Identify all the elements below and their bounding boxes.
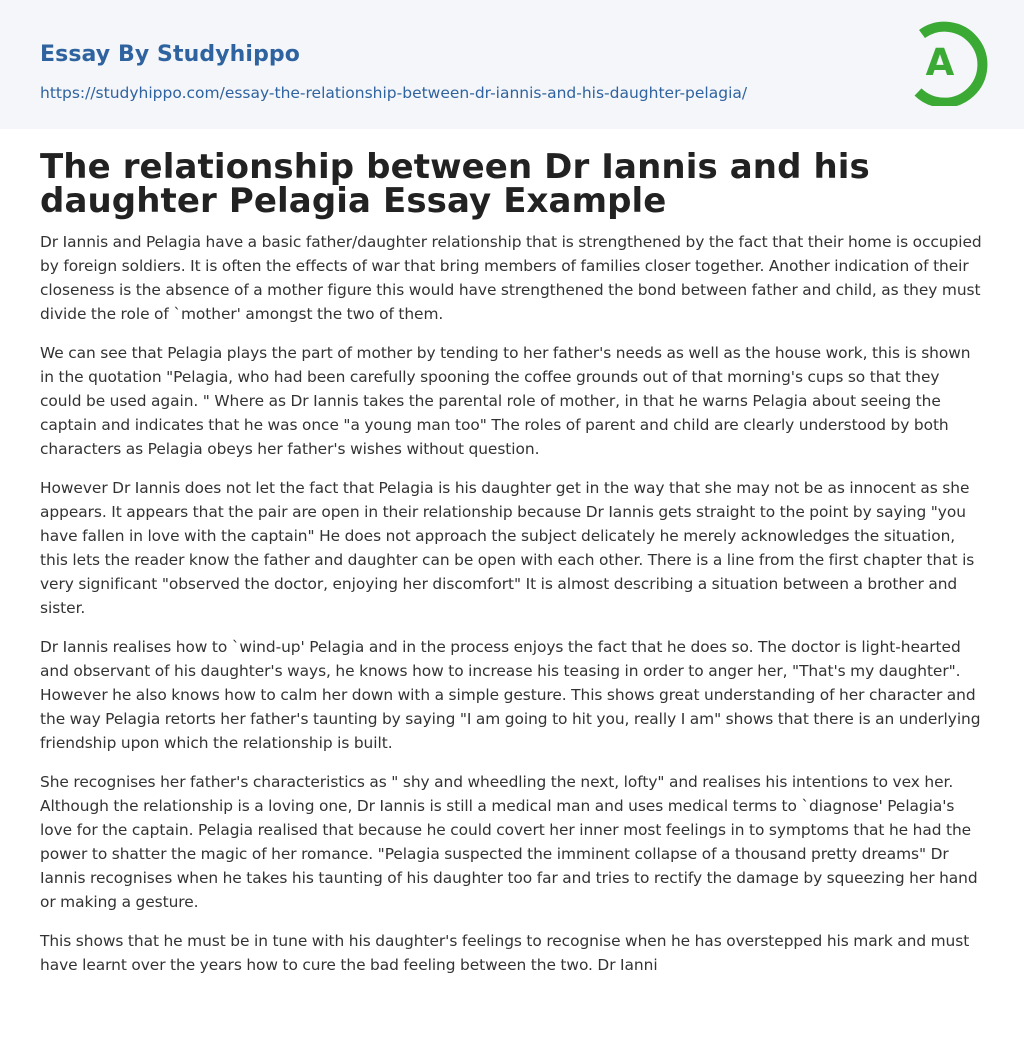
article — [0, 147, 1024, 977]
page-title: The relationship between Dr Iannis and his daughter Pelagia Essay Example — [40, 147, 870, 221]
paragraph: Dr Iannis and Pelagia have a basic father/daughter relationship that is strengthened by the fact that their home is occupied by foreign soldiers. It is often the effects of war that bring members of families closer together. Another indication of their closeness is the absence of a mother figure this would have strengthened the bond between father and child, as they must divide the role of `mother' amongst the two of them. — [40, 233, 982, 323]
paragraph: This shows that he must be in tune with his daughter's feelings to recognise when he has overstepped his mark and must have learnt over the years how to cure the bad feeling between the two. Dr Ianni — [40, 932, 970, 974]
logo-letter: A — [925, 41, 955, 84]
page-url-link[interactable]: https://studyhippo.com/essay-the-relationship-between-dr-iannis-and-his-daughter-pelagia/ — [40, 84, 748, 102]
logo-circle-a-icon[interactable] — [904, 18, 988, 106]
paragraph: However Dr Iannis does not let the fact that Pelagia is his daughter get in the way that she may not be as innocent as she appears. It appears that the pair are open in their relationship because Dr Iannis gets straight to the point by saying "you have fallen in love with the captain" He does not approach the subject delicately he merely acknowledges the situation, this lets the reader know the father and daughter can be open with each other. There is a line from the first chapter that is very significant "observed the doctor, enjoying her discomfort" It is almost describing a situation between a brother and sister. — [40, 479, 975, 617]
paragraph: She recognises her father's characteristics as " shy and wheedling the next, lofty" and realises his intentions to vex her. Although the relationship is a loving one, Dr Iannis is still a medical man and uses medical terms to `diagnose' Pelagia's love for the captain. Pelagia realised that because he could covert her inner most feelings in to symptoms that he had the power to shatter the magic of her romance. "Pelagia suspected the imminent collapse of a thousand pretty dreams" Dr Iannis recognises when he takes his taunting of his daughter too far and tries to rectify the damage by squeezing her hand or making a gesture. — [40, 773, 978, 911]
paragraph: Dr Iannis realises how to `wind-up' Pelagia and in the process enjoys the fact that he does so. The doctor is light-hearted and observant of his daughter's ways, he knows how to increase his teasing in order to anger her, "That's my daughter". However he also knows how to calm her down with a simple gesture. This shows great understanding of her character and the way Pelagia retorts her father's taunting by saying "I am going to hit you, really I am" shows that there is an underlying friendship upon which the relationship is built. — [40, 638, 981, 752]
paragraph: We can see that Pelagia plays the part of mother by tending to her father's needs as well as the house work, this is shown in the quotation "Pelagia, who had been carefully spooning the coffee grounds out of that morning's cups so that they could be used again. " Where as Dr Iannis takes the parental role of mother, in that he warns Pelagia about seeing the captain and indicates that he was once "a young man too" The roles of parent and child are clearly understood by both characters as Pelagia obeys her father's wishes without question. — [40, 344, 971, 458]
site-name[interactable]: Essay By Studyhippo — [40, 42, 300, 67]
site-header — [0, 0, 1024, 129]
